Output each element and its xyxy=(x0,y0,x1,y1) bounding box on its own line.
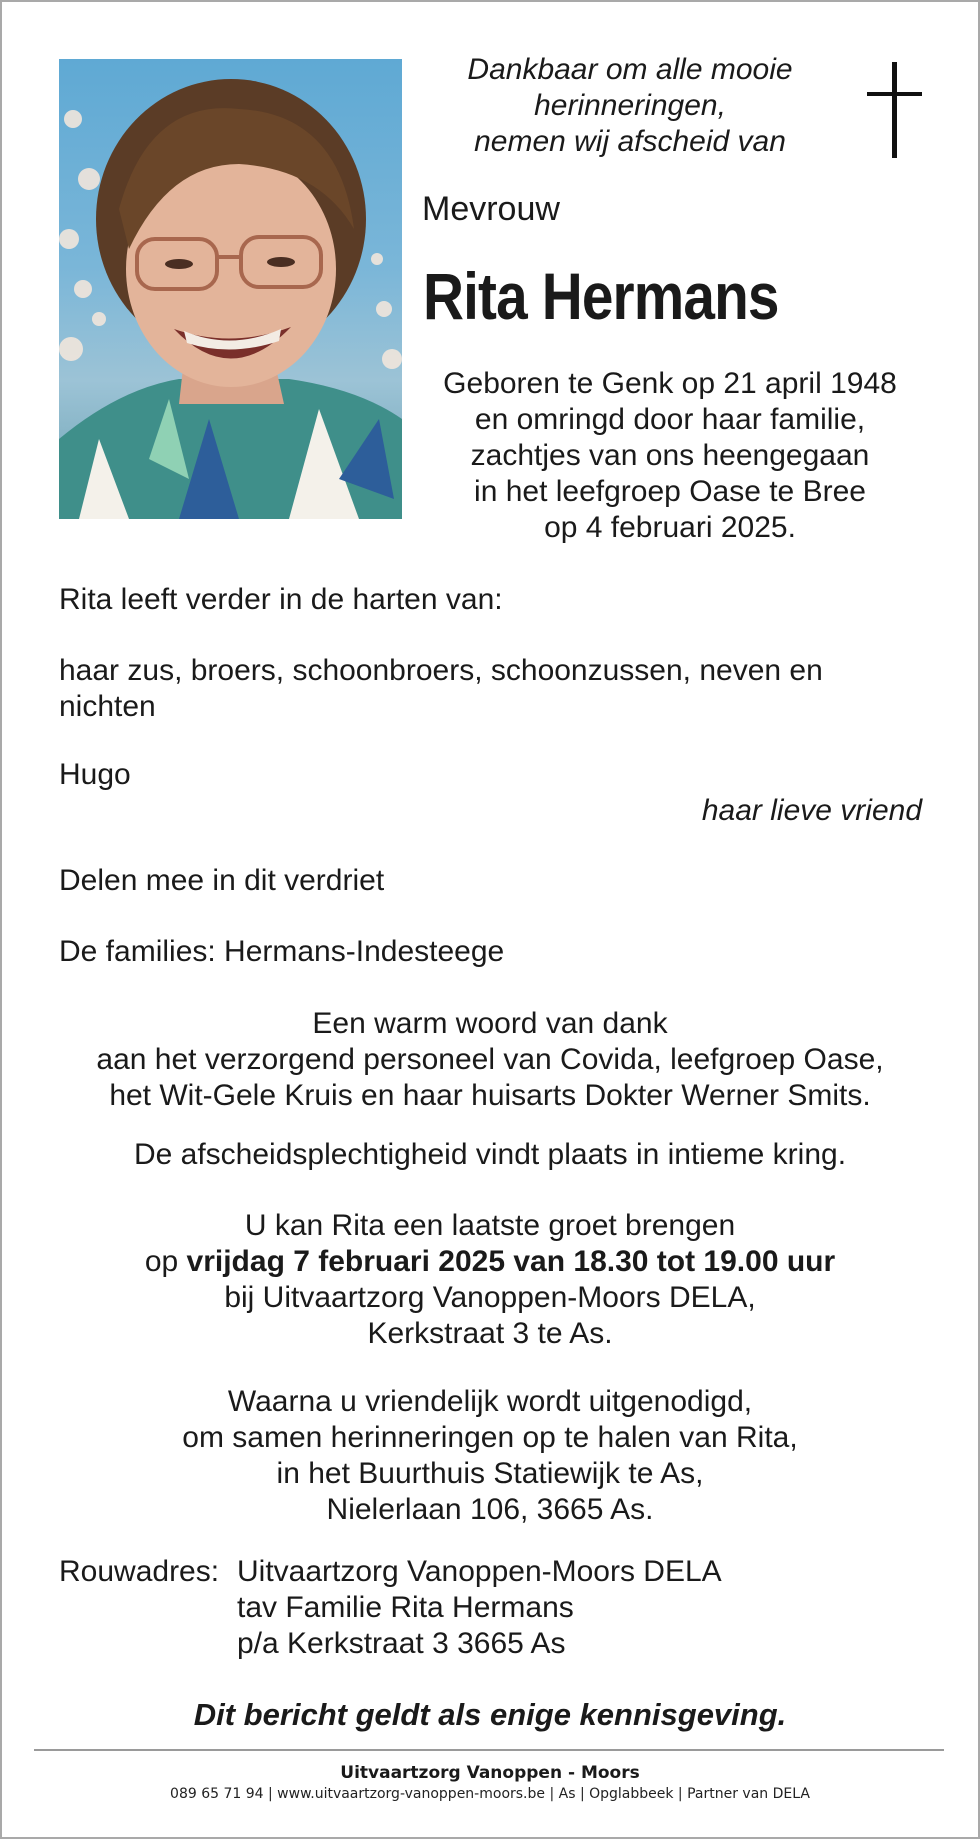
rouwadres-lines xyxy=(237,1554,722,1662)
family-text xyxy=(59,653,919,725)
portrait-photo xyxy=(59,59,402,519)
visit-when: vrijdag 7 februari 2025 van 18.30 tot 19.00 uur xyxy=(186,1245,836,1278)
visit-line: bij Uitvaartzorg Vanoppen-Moors DELA, xyxy=(224,1281,756,1314)
birth-death-text xyxy=(420,366,920,546)
cross-icon xyxy=(864,62,924,162)
lives-on-text: Rita leeft verder in de harten van: xyxy=(59,583,503,616)
invitation-line: in het Buurthuis Statiewijk te As, xyxy=(276,1457,704,1490)
invitation-line: Nielerlaan 106, 3665 As. xyxy=(326,1493,654,1526)
thanks-line: Een warm woord van dank xyxy=(312,1007,668,1040)
invitation-text xyxy=(40,1384,940,1528)
born-line: op 4 februari 2025. xyxy=(544,511,796,544)
visit-time-line xyxy=(40,1244,940,1280)
visit-line: U kan Rita een laatste groet brengen xyxy=(244,1209,736,1242)
rouwadres-line: tav Familie Rita Hermans xyxy=(237,1591,574,1624)
ceremony-text: De afscheidsplechtigheid vindt plaats in intieme kring. xyxy=(133,1138,847,1171)
intro-line: nemen wij afscheid van xyxy=(474,125,786,158)
footer-contact: 089 65 71 94 | www.uitvaartzorg-vanoppen-moors.be | As | Opglabbeek | Partner van DELA xyxy=(170,1786,810,1802)
families-text: De families: Hermans-Indesteege xyxy=(59,935,505,968)
born-line: Geboren te Genk op 21 april 1948 xyxy=(443,367,897,400)
friend-name: Hugo xyxy=(59,758,131,791)
family-line: haar zus, broers, schoonbroers, schoonzussen, neven en xyxy=(59,654,823,687)
invitation-line: Waarna u vriendelijk wordt uitgenodigd, xyxy=(227,1385,753,1418)
footer-company: Uitvaartzorg Vanoppen - Moors xyxy=(340,1763,640,1783)
salutation: Mevrouw xyxy=(422,190,560,228)
visit-text xyxy=(40,1208,940,1352)
born-line: in het leefgroep Oase te Bree xyxy=(474,475,866,508)
thanks-line: het Wit-Gele Kruis en haar huisarts Dokter Werner Smits. xyxy=(109,1079,871,1112)
intro-text xyxy=(430,52,830,160)
visit-line: Kerkstraat 3 te As. xyxy=(367,1317,613,1350)
friend-role: haar lieve vriend xyxy=(701,794,922,827)
born-line: zachtjes van ons heengegaan xyxy=(470,439,870,472)
rouwadres-line: p/a Kerkstraat 3 3665 As xyxy=(237,1627,566,1660)
deceased-name: Rita Hermans xyxy=(423,259,779,333)
rouwadres-line: Uitvaartzorg Vanoppen-Moors DELA xyxy=(237,1555,722,1588)
intro-line: herinneringen, xyxy=(534,89,726,122)
invitation-line: om samen herinneringen op te halen van Rita, xyxy=(182,1421,798,1454)
thanks-line: aan het verzorgend personeel van Covida, leefgroep Oase, xyxy=(96,1043,884,1076)
notice-text: Dit bericht geldt als enige kennisgeving. xyxy=(193,1697,787,1732)
share-grief-text: Delen mee in dit verdriet xyxy=(59,864,385,897)
family-line: nichten xyxy=(59,690,156,723)
footer-divider xyxy=(34,1749,944,1751)
born-line: en omringd door haar familie, xyxy=(474,403,866,436)
intro-line: Dankbaar om alle mooie xyxy=(467,53,793,86)
visit-prefix: op xyxy=(144,1245,187,1278)
thanks-text xyxy=(40,1006,940,1114)
rouwadres-label: Rouwadres: xyxy=(59,1555,220,1588)
